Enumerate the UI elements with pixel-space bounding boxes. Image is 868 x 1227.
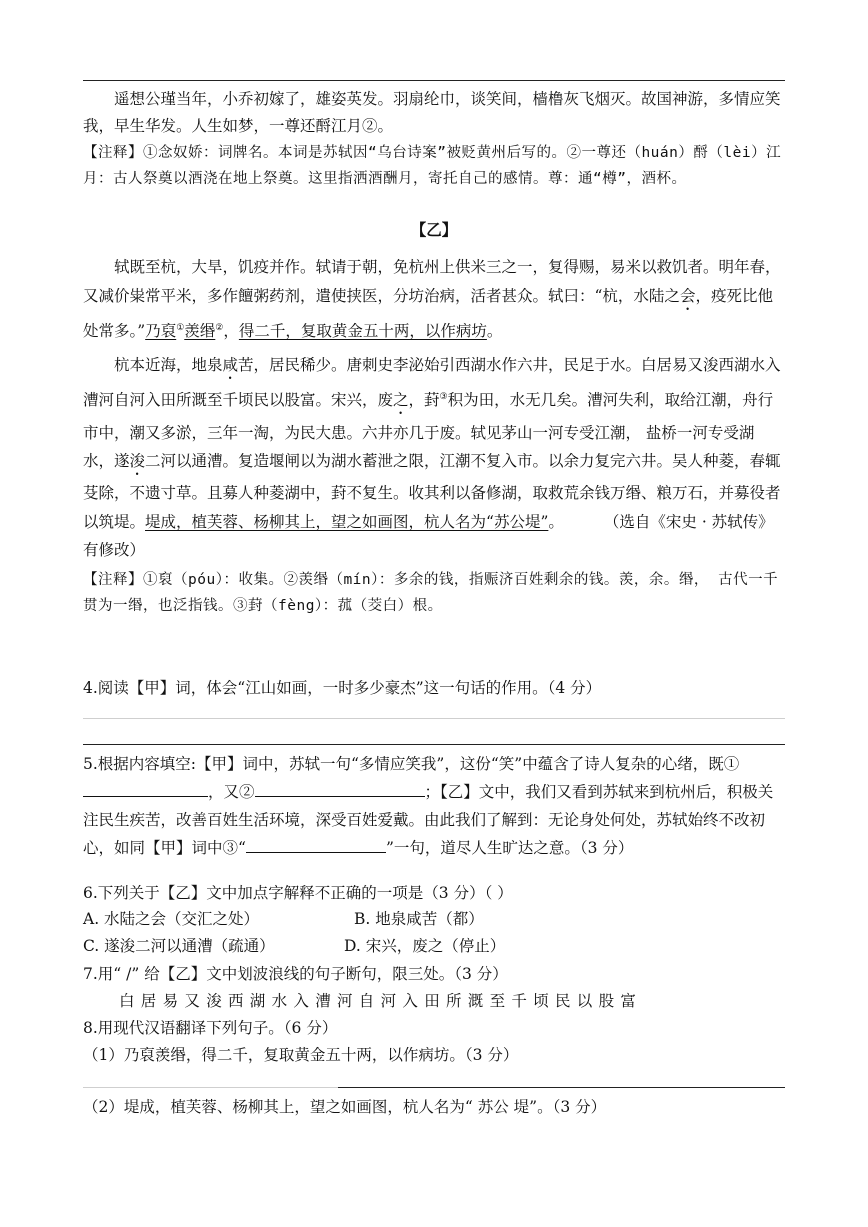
yi-paragraph-2: 杭本近海，地泉咸苦，居民稀少。唐刺史李泌始引西湖水作六井，民足于水。白居易又浚西湖水入漕河自河入田所溉至千顷民以股富。宋兴，废之，葑③积为田，水无几矣。漕河失利，取给江潮，舟行市中，潮又多淤，三年一淘，为民大患。六井亦几于废。轼见茅山一河专受江潮， 盐桥一河专受湖水，遂浚二河以通漕。复造堰闸以为湖水蓄泄之限，江潮不复入市。以余力复完六井。吴人种菱，春辄芟除，不遗寸草。且募人种菱湖中，葑不复生。收其利以备修湖，取救荒余钱万缗、粮万石，并募役者以筑堤。堤成，植芙蓉、杨柳其上，望之如画图，杭人名为“苏公堤”。 （选自《宋史 · 苏轼传》 有修改） xyxy=(83,356,781,560)
yi-note: 【注释】①裒（póu）：收集。②羡缗（mín）：多余的钱，指赈济百姓剩余的钱。羡，余。缗， 古代一千贯为一缗，也泛指钱。③葑（fèng）：菰（茭白）根。 xyxy=(83,571,779,614)
question-5: 5.根据内容填空:【甲】词中，苏轼一句“多情应笑我”，这份“笑”中蕴含了诗人复杂的心绪，既①，又② ；【乙】文中，我们又看到苏轼来到杭州后，积极关注民生疾苦，改善百姓生活环境，深受百姓爱戴。由此我们了解到：无论身处何处，苏轼始终不改初心，如同【甲】词中③“ ”一句，道尽人生旷达之意。（3 分） xyxy=(83,755,774,857)
q6-stem: 6.下列关于【乙】文中加点字解释不正确的一项是（3 分）（ ） xyxy=(83,884,513,902)
q7-stem: 7.用“ /” 给【乙】文中划波浪线的句子断句，限三处。（3 分） xyxy=(83,965,508,983)
dotted-char-xian: 咸 xyxy=(222,356,239,375)
q8-sentence-1: （1）乃裒羡缗，得二千，复取黄金五十两，以作病坊。（3 分） xyxy=(83,1046,519,1064)
q8-stem: 8.用现代汉语翻译下列句子。（6 分） xyxy=(83,1019,338,1037)
question-8 xyxy=(83,1015,785,1069)
yi-paragraph-1: 轼既至杭，大旱，饥疫并作。轼请于朝，免杭州上供米三之一，复得赐，易米以救饥者。明年春，又减价粜常平米，多作饘粥药剂，遣使挟医，分坊治病，活者甚众。轼曰：“杭，水陆之会，疫死比他处常多。”乃裒①羡缗②，得二千，复取黄金五十两，以作病坊。 xyxy=(83,258,781,340)
q7-sentence[interactable]: 白居易又浚西湖水入漕河自河入田所溉至千顷民以股富 xyxy=(119,992,643,1010)
q6-option-a[interactable]: A. 水陆之会（交汇之处） xyxy=(83,910,260,928)
yi-title: 【乙】 xyxy=(410,220,458,239)
question-8-part-2 xyxy=(83,1094,785,1121)
q6-option-b[interactable]: B. 地泉咸苦（都） xyxy=(354,910,484,928)
blank-3[interactable] xyxy=(246,838,386,853)
dotted-char-jun: 浚 xyxy=(129,452,146,471)
underlined-phrase: 乃裒 xyxy=(145,321,177,340)
q8-sentence-2: （2）堤成，植芙蓉、杨柳其上，望之如画图，杭人名为“ 苏公 堤”。（3 分） xyxy=(83,1098,607,1116)
underlined-phrase: 堤成，植芙蓉、杨柳其上，望之如画图，杭人名为“苏公堤” xyxy=(145,512,549,531)
q4-stem: 4.阅读【甲】词，体会“江山如画，一时多少豪杰”这一句话的作用。（4 分） xyxy=(83,679,602,697)
source-citation: （选自《宋史 · 苏轼传》 有修改） xyxy=(83,512,774,560)
poem-tail: 遥想公瑾当年，小乔初嫁了，雄姿英发。羽扇纶巾，谈笑间，樯橹灰飞烟灭。故国神游，多情应笑我，早生华发。人生如梦，一尊还酹江月②。 xyxy=(83,90,781,135)
answer-line-q8-1b[interactable] xyxy=(338,1087,785,1088)
top-rule xyxy=(83,80,785,81)
yi-block xyxy=(83,217,785,619)
dotted-char-zhi: 之 xyxy=(393,391,409,410)
underlined-phrase: 得二千，复取黄金五十两，以作病坊 xyxy=(238,321,487,340)
question-4 xyxy=(83,675,785,702)
question-7 xyxy=(83,961,785,1015)
blank-1[interactable] xyxy=(83,782,208,797)
answer-line-q4-2[interactable] xyxy=(83,744,785,745)
dotted-char-hui: 会 xyxy=(679,286,696,305)
q6-option-c[interactable]: C. 遂浚二河以通漕（疏通） xyxy=(83,937,275,955)
q6-option-d[interactable]: D. 宋兴，废之（停止） xyxy=(344,937,506,955)
blank-2[interactable] xyxy=(255,782,425,797)
answer-line-q4[interactable] xyxy=(83,718,785,719)
jia-poem-block xyxy=(83,86,785,192)
underlined-phrase: 羡缗 xyxy=(184,321,216,340)
jia-note: 【注释】①念奴娇：词牌名。本词是苏轼因“乌台诗案”被贬黄州后写的。②一尊还（huán）酹（lèi）江月：古人祭奠以酒浇在地上祭奠。这里指洒酒酬月，寄托自己的感情。尊：通“樽”，酒杯。 xyxy=(83,145,782,187)
question-6 xyxy=(83,880,785,907)
